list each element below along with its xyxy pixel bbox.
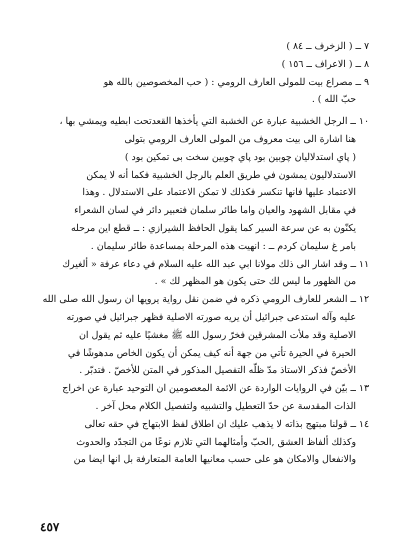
note-10-line-8: بامر غ سليمان كردم ــ : انهيت هذه المرحلة بمساعدة طائر سليمان .	[90, 240, 356, 252]
note-12: ١٢ ــ الشعر للعارف الرومي ذكره في ضمن نقل رواية يرويها ان رسول الله صلى الله	[42, 294, 369, 306]
note-12-line-5: الأخصّ فذكر الاستاذ مدّ ظلّه التفصيل المذكور في المتن للأخصّ . فتدبّر .	[79, 365, 356, 377]
note-8: ٨ ــ ( الاعراف ــ ١٥٦ )	[281, 58, 369, 70]
note-14: ١٤ ــ قولنا مبتهج بذاته لا يذهب عليك ان اطلاق لفظ الابتهاج في حقه تعالى	[84, 418, 369, 430]
note-9: ٩ ــ مصراع بيت للمولى العارف الرومي : ( حب المخصوصين بالله هو	[103, 76, 369, 88]
note-13-line-2: الذات المقدسة عن حدّ التعطيل والتشبيه ولتفصيل الكلام محل آخر .	[95, 400, 356, 412]
note-10: ١٠ ــ الرجل الخشبية عبارة عن الخشبة التي يأخذها القعدتحت ابطيه ويمشي بها ،	[59, 116, 369, 128]
note-14-line-3: والانفعال والامكان هو على حسب معانيها العامة المتعارفة بل انها ايضا من	[73, 454, 356, 466]
note-14-line-2: وكذلك ألفاظ العشق ,الحبّ وأمثالهما التي تلازم نوعًا من التجدّد والحدوث	[76, 436, 356, 448]
note-11: ١١ ــ وقد اشار الى ذلك مولانا ابي عبد الله عليه السلام في دعاء عرفة « ألغيرك	[62, 258, 369, 270]
page-number: ٤٥٧	[40, 520, 60, 534]
note-7: ٧ ــ ( الزخرف ــ ٨٤ )	[286, 41, 369, 52]
note-9-cont: حبّ الله ) .	[311, 94, 356, 106]
note-12-line-2: عليه وآله استدعى جبرائيل أن يريه صورته الاصلية فظهر جبرائيل في صورته	[66, 311, 356, 323]
note-10-line-4: الاستدلاليون يمشون في طريق العلم بالرجل الخشبية فكما أنه لا يمكن	[86, 169, 356, 181]
note-12-line-3: الاصلية وقد ملأت المشرقين فخرّ رسول الله ﷺ مغشيًا عليه ثم يقول ان	[78, 329, 356, 341]
note-11-line-2: من الظهور ما ليس لك حتى يكون هو المظهر لك » .	[154, 276, 356, 288]
persian-verse: ( پاي استدلاليان چوبين بود پاي چوبين سخت بى تمكين بود )	[124, 151, 356, 163]
note-10-line-5: الاعتماد عليها فانها تنكسر فكذلك لا تمكن الاعتماد على الاستدلال . وهذا	[82, 187, 356, 199]
note-10-line-2: هنا اشارة الى بيت معروف من المولى العارف الرومي بتولى	[124, 133, 356, 145]
note-10-line-6: في مقابل الشهود والعيان واما طائر سلمان فتعبير دائر في لسان الشعراء	[74, 205, 356, 217]
note-12-line-4: الحيرة في الحيرة تأتي من جهة أنه كيف يمكن أن يكون الخاص مدهوشًا في	[67, 347, 356, 359]
note-10-line-7: يكنّون به عن سرعة السير كما يقول الحافظ الشيرازي : ــ قطع اين مرحله	[71, 222, 356, 234]
note-13: ١٣ ــ بيّن في الروايات الواردة عن الائمة المعصومين ان التوحيد عبارة عن اخراج	[62, 383, 369, 395]
